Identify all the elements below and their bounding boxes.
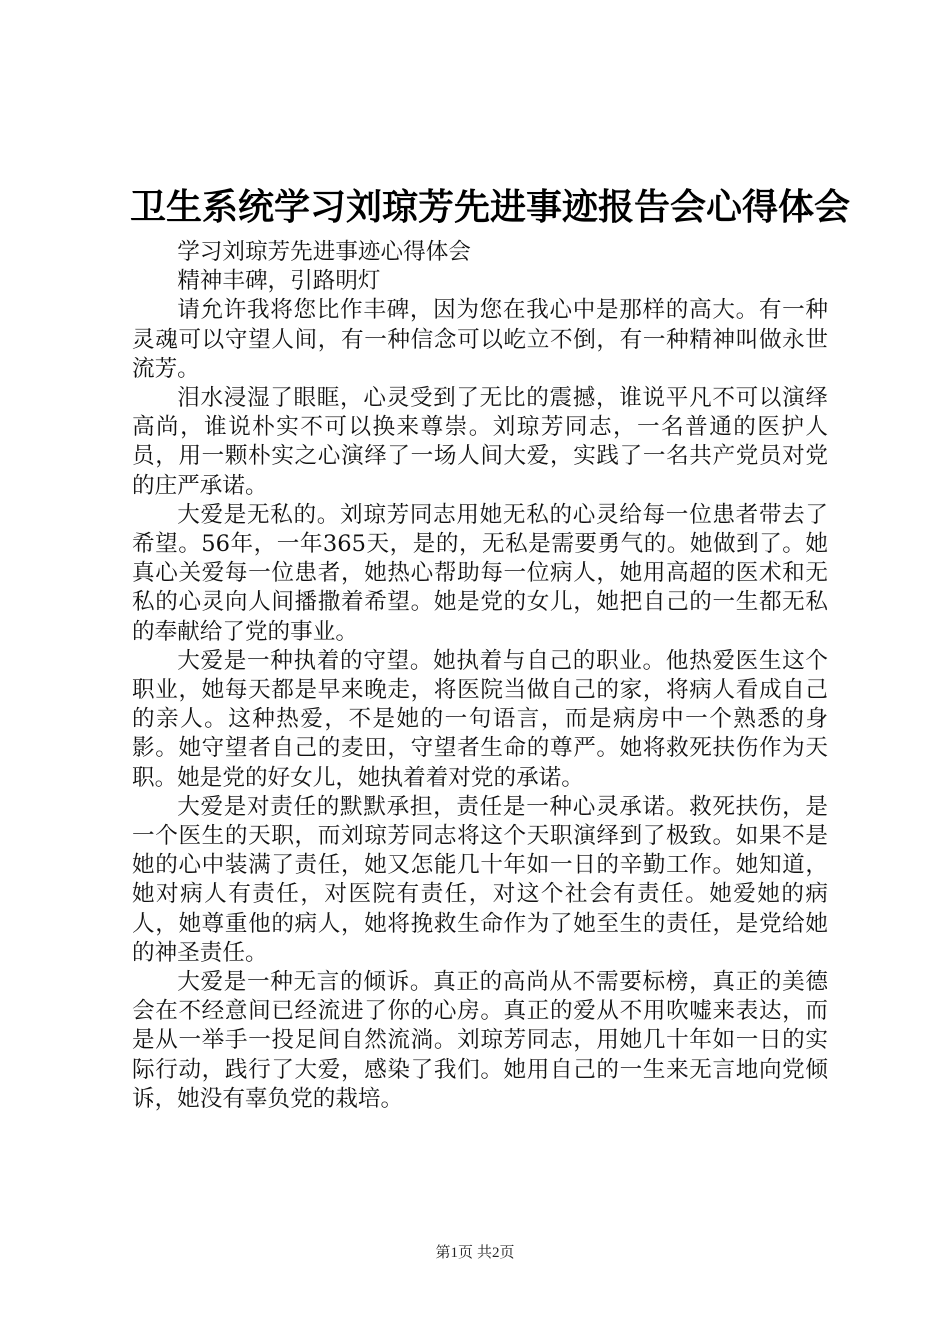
page-footer bbox=[0, 1243, 950, 1263]
body-paragraph: 请允许我将您比作丰碑，因为您在我心中是那样的高大。有一种灵魂可以守望人间，有一种信念可以屹立不倒，有一种精神叫做永世流芳。 bbox=[132, 297, 828, 382]
slogan: 精神丰碑，引路明灯 bbox=[177, 268, 381, 295]
document-title: 卫生系统学习刘琼芳先进事迹报告会心得体会 bbox=[130, 186, 851, 228]
body-paragraph: 大爱是一种无言的倾诉。真正的高尚从不需要标榜，真正的美德会在不经意间已经流进了你的心房。真正的爱从不用吹嘘来表达，而是从一举手一投足间自然流淌。刘琼芳同志，用她几十年如一日的实际行动，践行了大爱，感染了我们。她用自己的一生来无言地向党倾诉，她没有辜负党的栽培。 bbox=[132, 969, 828, 1112]
document-body bbox=[132, 238, 828, 1114]
document-page bbox=[130, 0, 851, 1344]
page-total: 共2页 bbox=[477, 1245, 515, 1261]
page-number: 第1页 bbox=[435, 1245, 473, 1261]
body-paragraph: 大爱是无私的。刘琼芳同志用她无私的心灵给每一位患者带去了希望。56年，一年365天，是的，无私是需要勇气的。她做到了。她真心关爱每一位患者，她热心帮助每一位病人，她用高超的医术和无私的心灵向人间播撒着希望。她是党的女儿，她把自己的一生都无私的奉献给了党的事业。 bbox=[132, 501, 828, 645]
subtitle: 学习刘琼芳先进事迹心得体会 bbox=[177, 239, 471, 265]
body-paragraph: 泪水浸湿了眼眶，心灵受到了无比的震撼，谁说平凡不可以演绎高尚，谁说朴实不可以换来尊崇。刘琼芳同志，一名普通的医护人员，用一颗朴实之心演绎了一场人间大爱，实践了一名共产党员对党的庄严承诺。 bbox=[132, 385, 828, 499]
body-paragraph: 大爱是一种执着的守望。她执着与自己的职业。他热爱医生这个职业，她每天都是早来晚走，将医院当做自己的家，将病人看成自己的亲人。这种热爱，不是她的一句语言，而是病房中一个熟悉的身影。她守望者自己的麦田，守望者生命的尊严。她将救死扶伤作为天职。她是党的好女儿，她执着着对党的承诺。 bbox=[132, 647, 828, 791]
body-paragraph: 大爱是对责任的默默承担，责任是一种心灵承诺。救死扶伤，是一个医生的天职，而刘琼芳同志将这个天职演绎到了极致。如果不是她的心中装满了责任，她又怎能几十年如一日的辛勤工作。她知道，她对病人有责任，对医院有责任，对这个社会有责任。她爱她的病人，她尊重他的病人，她将挽救生命作为了她至生的责任，是党给她的神圣责任。 bbox=[132, 793, 828, 966]
